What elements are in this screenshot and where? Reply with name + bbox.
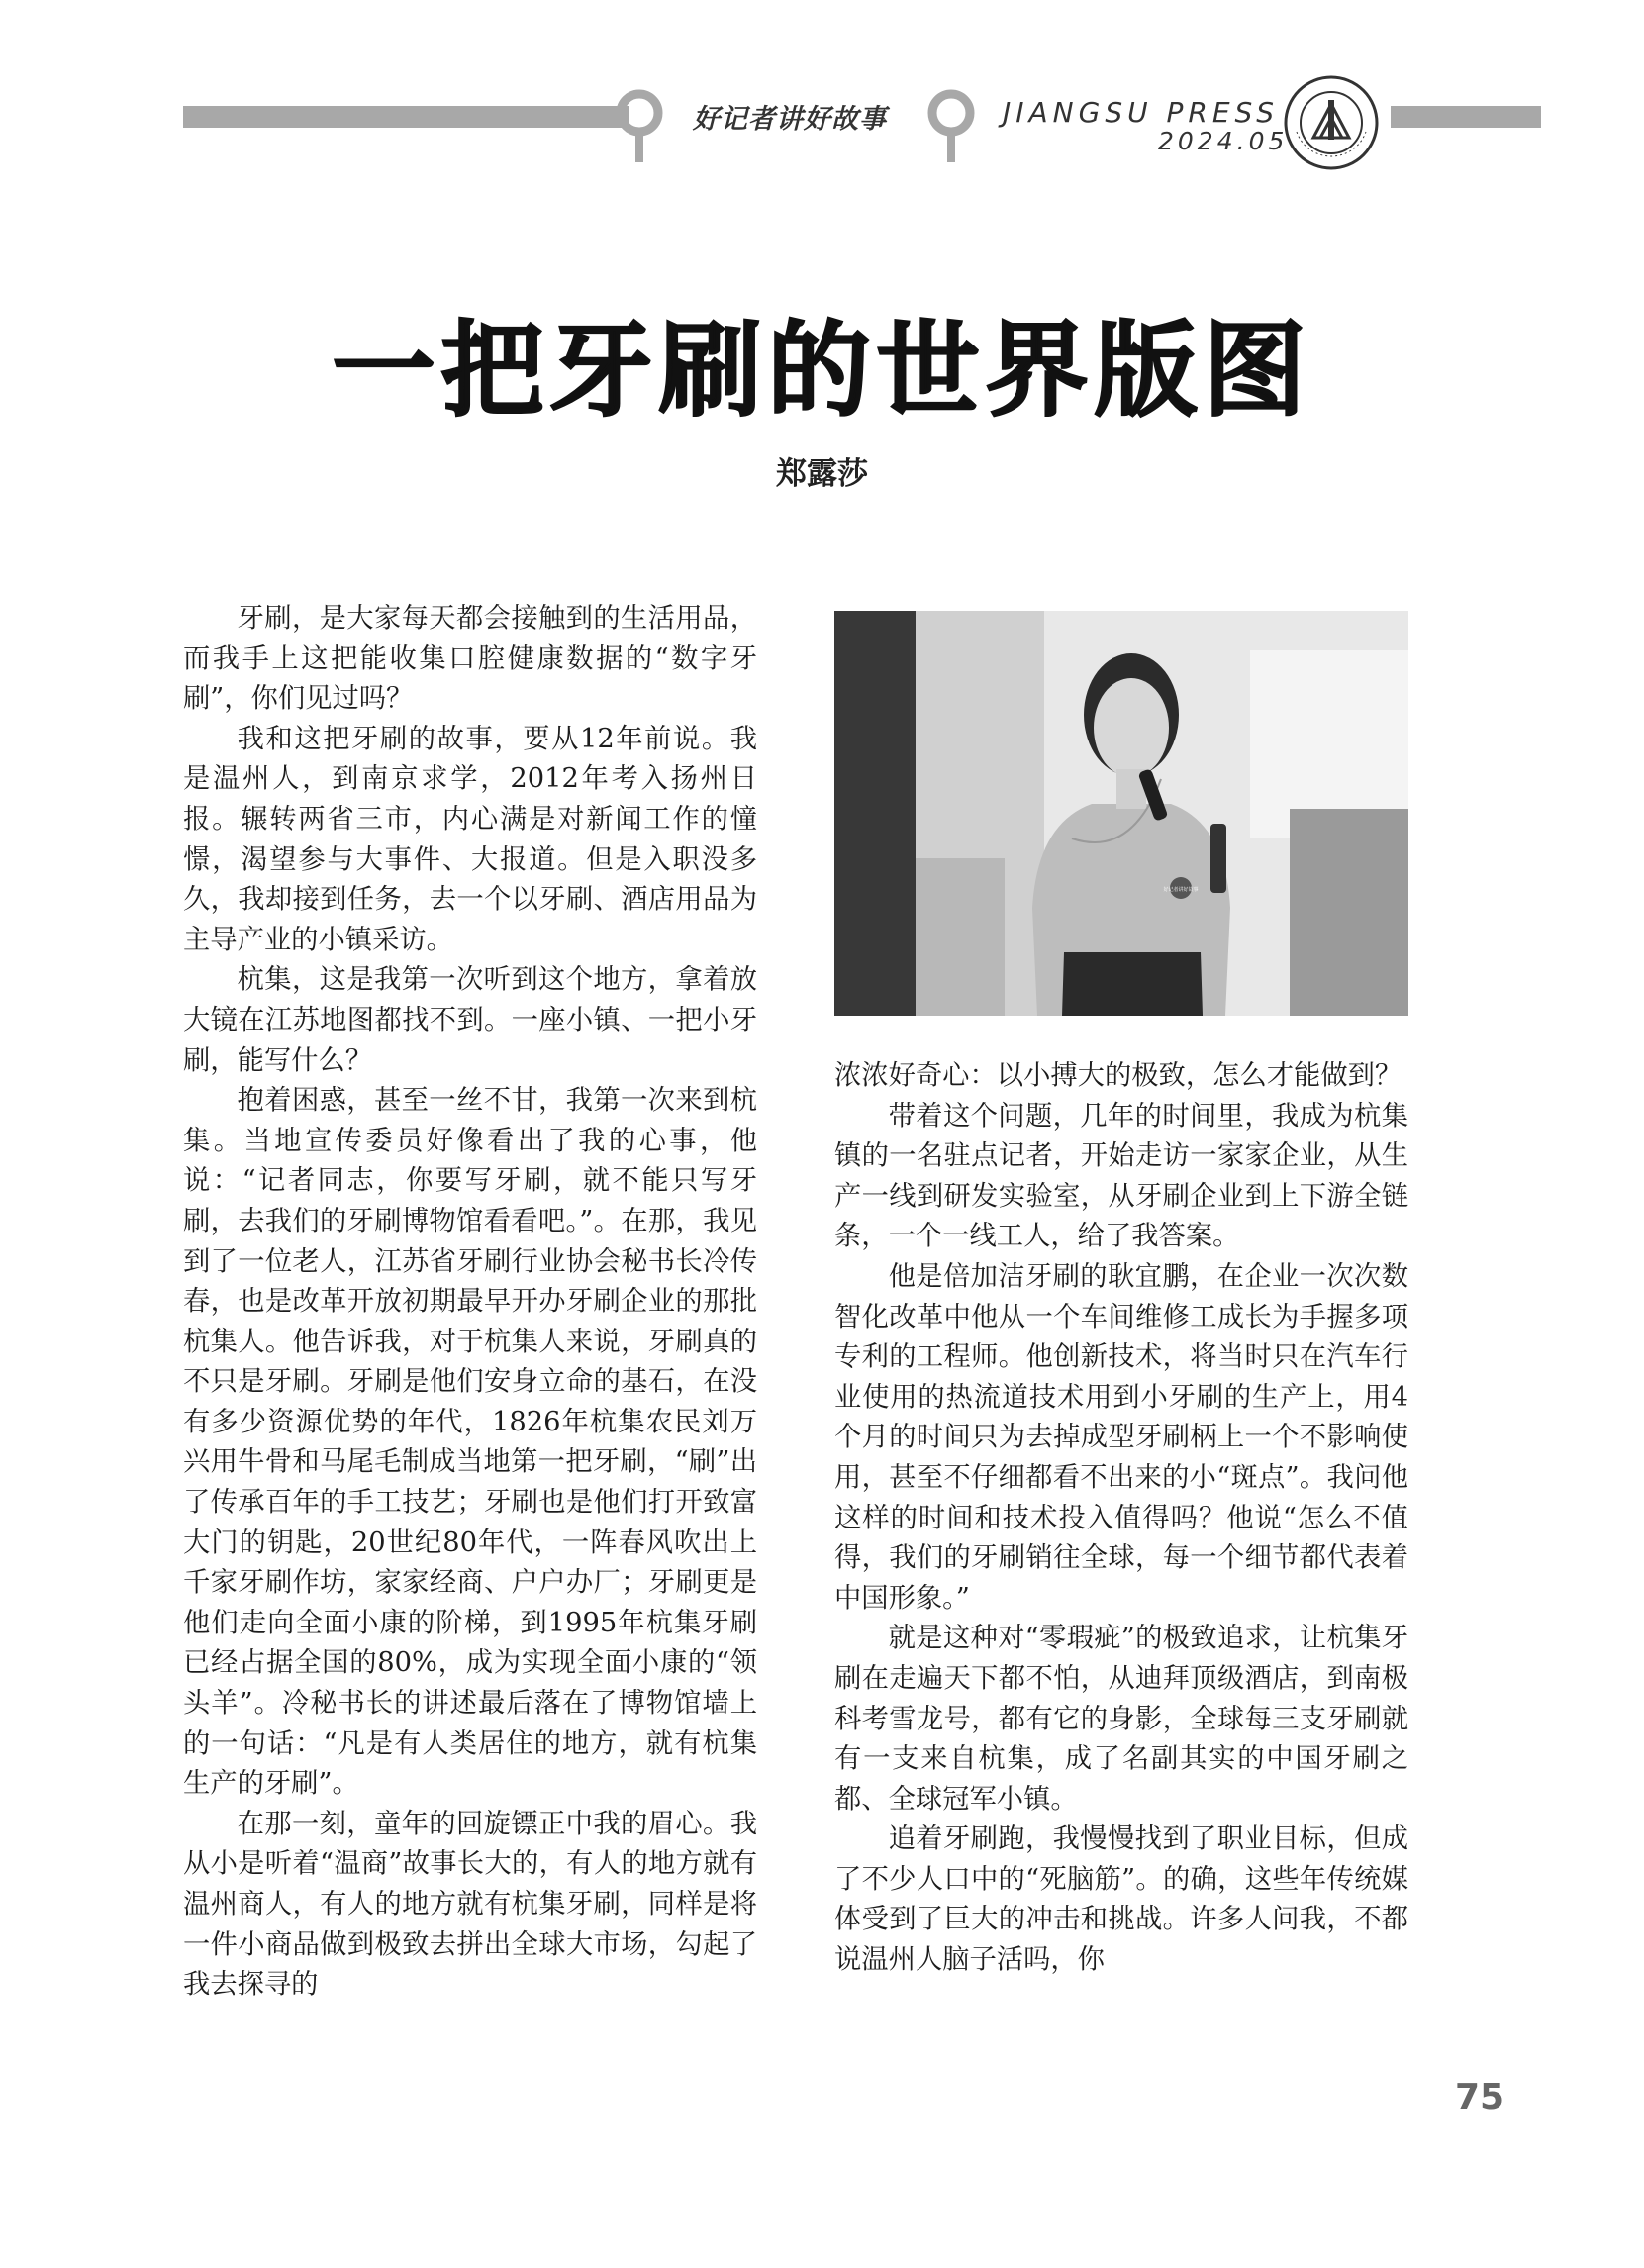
paragraph: 我和这把牙刷的故事，要从12年前说。我是温州人，到南京求学，2012年考入扬州日报。辗转两省三市，内心满是对新闻工作的憧憬，渴望参与大事件、大报道。但是入职没多久，我却接到任务，去一个以牙刷、酒店用品为主导产业的小镇采访。 xyxy=(183,723,757,955)
article-title: 一把牙刷的世界版图 xyxy=(332,310,1312,431)
paragraph: 在那一刻，童年的回旋镖正中我的眉心。我从小是听着“温商”故事长大的，有人的地方就有温州商人，有人的地方就有杭集牙刷，同样是将一件小商品做到极致去拼出全球大市场，勾起了我去探寻的 xyxy=(183,1808,757,2001)
photo-badge-text: 好记者讲好故事 xyxy=(1163,887,1199,893)
header-bar-right xyxy=(1391,106,1541,128)
paragraph: 杭集，这是我第一次听到这个地方，拿着放大镜在江苏地图都找不到。一座小镇、一把小牙刷，能写什么？ xyxy=(183,964,757,1076)
page-number: 75 xyxy=(1455,2077,1505,2118)
paragraph: 牙刷，是大家每天都会接触到的生活用品，而我手上这把能收集口腔健康数据的“数字牙刷”，你们见过吗？ xyxy=(183,603,757,715)
paragraph: 带着这个问题，几年的时间里，我成为杭集镇的一名驻点记者，开始走访一家家企业，从生产一线到研发实验室，从牙刷企业到上下游全链条，一个一线工人，给了我答案。 xyxy=(834,1100,1408,1252)
pin-icon xyxy=(925,87,977,166)
paragraph: 浓浓好奇心：以小搏大的极致，怎么才能做到？ xyxy=(834,1060,1402,1091)
header-publication: JIANGSU PRESS xyxy=(1003,96,1280,129)
article-author: 郑露莎 xyxy=(776,456,868,492)
pin-icon xyxy=(614,87,665,166)
paragraph: 抱着困惑，甚至一丝不甘，我第一次来到杭集。当地宣传委员好像看出了我的心事，他说：“记者同志，你要写牙刷，就不能只写牙刷，去我们的牙刷博物馆看看吧。”。在那，我见到了一位老人，江苏省牙刷行业协会秘书长冷传春，也是改革开放初期最早开办牙刷企业的那批杭集人。他告诉我，对于杭集人来说，牙刷真的不只是牙刷。牙刷是他们安身立命的基石，在没有多少资源优势的年代，1826年杭集农民刘万兴用牛骨和马尾毛制成当地第一把牙刷，“刷”出了传承百年的手工技艺；牙刷也是他们打开致富大门的钥匙，20世纪80年代，一阵春风吹出上千家牙刷作坊，家家经商、户户办厂；牙刷更是他们走向全面小康的阶梯，到1995年杭集牙刷已经占据全国的80%，成为实现全面小康的“领头羊”。冷秘书长的讲述最后落在了博物馆墙上的一句话：“凡是有人类居住的地方，就有杭集生产的牙刷”。 xyxy=(183,1085,757,1800)
association-seal-logo xyxy=(1283,74,1380,171)
header-section-label: 好记者讲好故事 xyxy=(693,104,887,135)
paragraph: 他是倍加洁牙刷的耿宜鹏，在企业一次次数智化改革中他从一个车间维修工成长为手握多项专利的工程师。他创新技术，将当时只在汽车行业使用的热流道技术用到小牙刷的生产上，用4个月的时间只为去掉成型牙刷柄上一个不影响使用，甚至不仔细都看不出来的小“斑点”。我问他这样的时间和技术投入值得吗？他说“怎么不值得，我们的牙刷销往全球，每一个细节都代表着中国形象。” xyxy=(834,1260,1408,1614)
paragraph: 就是这种对“零瑕疵”的极致追求，让杭集牙刷在走遍天下都不怕，从迪拜顶级酒店，到南极科考雪龙号，都有它的身影，全球每三支牙刷就有一支来自杭集，成了名副其实的中国牙刷之都、全球冠军小镇。 xyxy=(834,1623,1408,1815)
paragraph: 追着牙刷跑，我慢慢找到了职业目标，但成了不少人口中的“死脑筋”。的确，这些年传统媒体受到了巨大的冲击和挑战。许多人问我，不都说温州人脑子活吗，你 xyxy=(834,1824,1408,1976)
article-body-right-column xyxy=(834,1056,1408,1981)
article-photo xyxy=(834,611,1408,1016)
header-bar-left xyxy=(183,106,629,128)
article-body-left-column xyxy=(183,599,757,2006)
header-issue-date: 2024.05 xyxy=(1158,127,1289,155)
